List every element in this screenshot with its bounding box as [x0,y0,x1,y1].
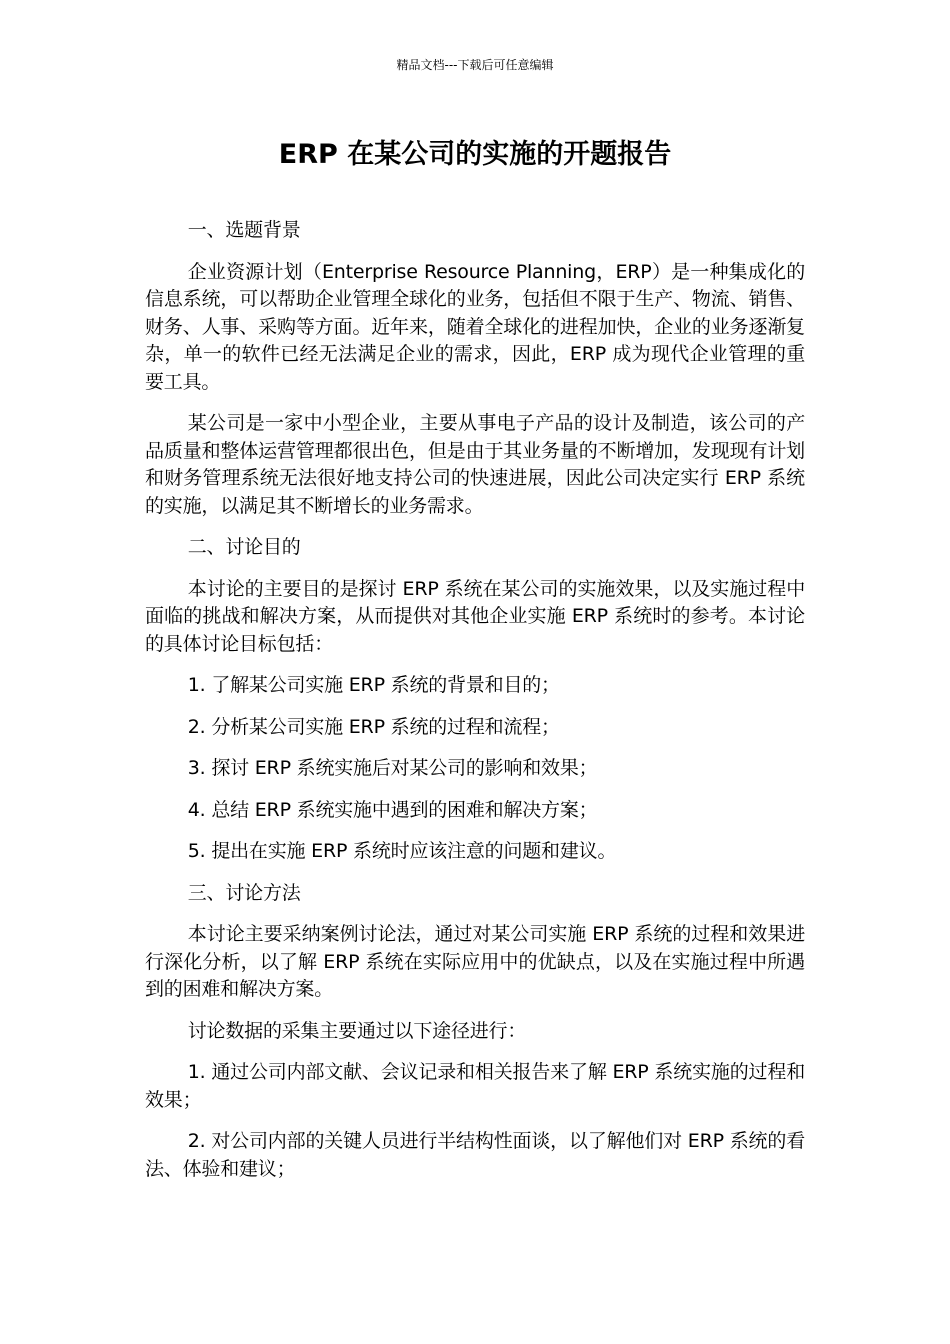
list-item-source-1: 1. 通过公司内部文献、会议记录和相关报告来了解 ERP 系统实施的过程和效果； [145,1061,805,1111]
section-heading-method: 三、讨论方法 [187,881,301,904]
document-title: ERP 在某公司的实施的开题报告 [278,139,672,170]
list-item-goal-3: 3. 探讨 ERP 系统实施后对某公司的影响和效果； [187,757,598,779]
section-heading-purpose: 二、讨论目的 [187,536,301,558]
paragraph-purpose: 本讨论的主要目的是探讨 ERP 系统在某公司的实施效果，以及实施过程中面临的挑战和解决方案，从而提供对其他企业实施 ERP 系统时的参考。本讨论的具体讨论目标包括： [145,577,805,655]
list-item-source-2: 2. 对公司内部的关键人员进行半结构性面谈，以了解他们对 ERP 系统的看法、体验和建议； [145,1130,805,1180]
list-item-goal-4: 4. 总结 ERP 系统实施中遇到的困难和解决方案； [187,798,598,821]
paragraph-erp-intro: 企业资源计划（Enterprise Resource Planning，ERP）是一种集成化的信息系统，可以帮助企业管理全球化的业务，包括但不限于生产、物流、销售、财务、人事、采购等方面。近年来，随着全球化的进程加快，企业的业务逐渐复杂，单一的软件已经无法满足企业的需求，因此，ERP 成为现代企业管理的重要工具。 [145,260,805,393]
paragraph-data-collection: 讨论数据的采集主要通过以下途径进行： [187,1019,527,1042]
header-note: 精品文档---下载后可任意编辑 [396,58,554,72]
list-item-goal-1: 1. 了解某公司实施 ERP 系统的背景和目的； [187,674,560,696]
list-item-goal-2: 2. 分析某公司实施 ERP 系统的过程和流程； [187,715,560,738]
section-heading-background: 一、选题背景 [187,219,301,241]
document-body [145,217,805,1197]
paragraph-company-intro: 某公司是一家中小型企业，主要从事电子产品的设计及制造，该公司的产品质量和整体运营管理都很出色，但是由于其业务量的不断增加，发现现有计划和财务管理系统无法很好地支持公司的快速进展，因此公司决定实行 ERP 系统的实施，以满足其不断增长的业务需求。 [145,412,805,517]
paragraph-method: 本讨论主要采纳案例讨论法，通过对某公司实施 ERP 系统的过程和效果进行深化分析，以了解 ERP 系统在实际应用中的优缺点，以及在实施过程中所遇到的困难和解决方案。 [145,923,805,1000]
list-item-goal-5: 5. 提出在实施 ERP 系统时应该注意的问题和建议。 [187,840,617,862]
